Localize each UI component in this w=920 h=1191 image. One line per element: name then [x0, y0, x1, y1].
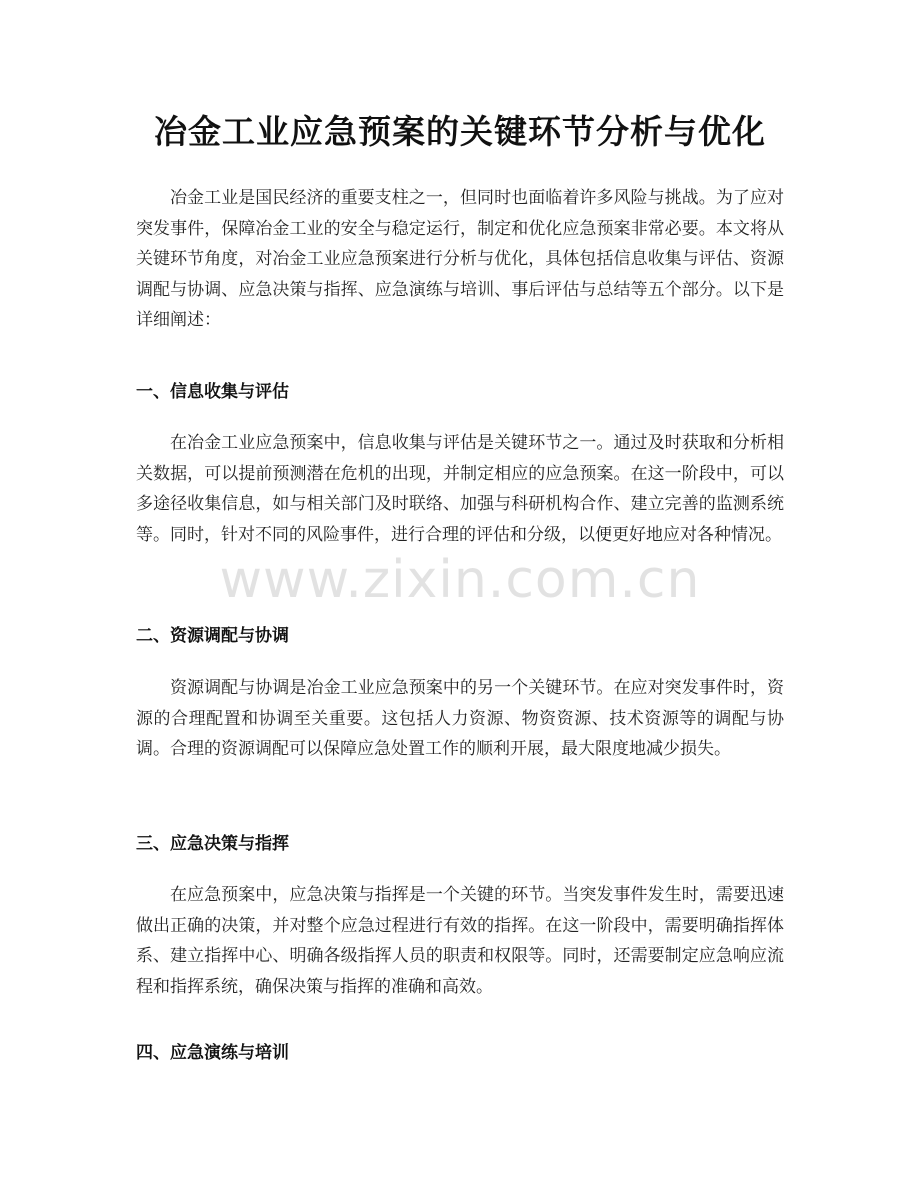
section-heading-1: 一、信息收集与评估: [136, 382, 289, 402]
section-heading-4: 四、应急演练与培训: [136, 1043, 289, 1063]
document-title: 冶金工业应急预案的关键环节分析与优化: [154, 112, 766, 151]
intro-paragraph: 冶金工业是国民经济的重要支柱之一，但同时也面临着许多风险与挑战。为了应对突发事件，保障冶金工业的安全与稳定运行，制定和优化应急预案非常必要。本文将从关键环节角度，对冶金工业应急预案进行分析与优化，具体包括信息收集与评估、资源调配与协调、应急决策与指挥、应急演练与培训、事后评估与总结等五个部分。以下是详细阐述：: [136, 188, 784, 331]
section-body-1: 在冶金工业应急预案中，信息收集与评估是关键环节之一。通过及时获取和分析相关数据，可以提前预测潜在危机的出现，并制定相应的应急预案。在这一阶段中，可以多途径收集信息，如与相关部门及时联络、加强与科研机构合作、建立完善的监测系统等。同时，针对不同的风险事件，进行合理的评估和分级，以便更好地应对各种情况。: [136, 433, 784, 545]
section-body-3: 在应急预案中，应急决策与指挥是一个关键的环节。当突发事件发生时，需要迅速做出正确的决策，并对整个应急过程进行有效的指挥。在这一阶段中，需要明确指挥体系、建立指挥中心、明确各级指挥人员的职责和权限等。同时，还需要制定应急响应流程和指挥系统，确保决策与指挥的准确和高效。: [136, 885, 784, 997]
section-heading-3: 三、应急决策与指挥: [136, 834, 289, 854]
section-body-2: 资源调配与协调是冶金工业应急预案中的另一个关键环节。在应对突发事件时，资源的合理配置和协调至关重要。这包括人力资源、物资资源、技术资源等的调配与协调。合理的资源调配可以保障应急处置工作的顺利开展，最大限度地减少损失。: [136, 678, 784, 760]
watermark: www.zixin.com.cn: [219, 550, 701, 610]
section-heading-2: 二、资源调配与协调: [136, 626, 289, 646]
